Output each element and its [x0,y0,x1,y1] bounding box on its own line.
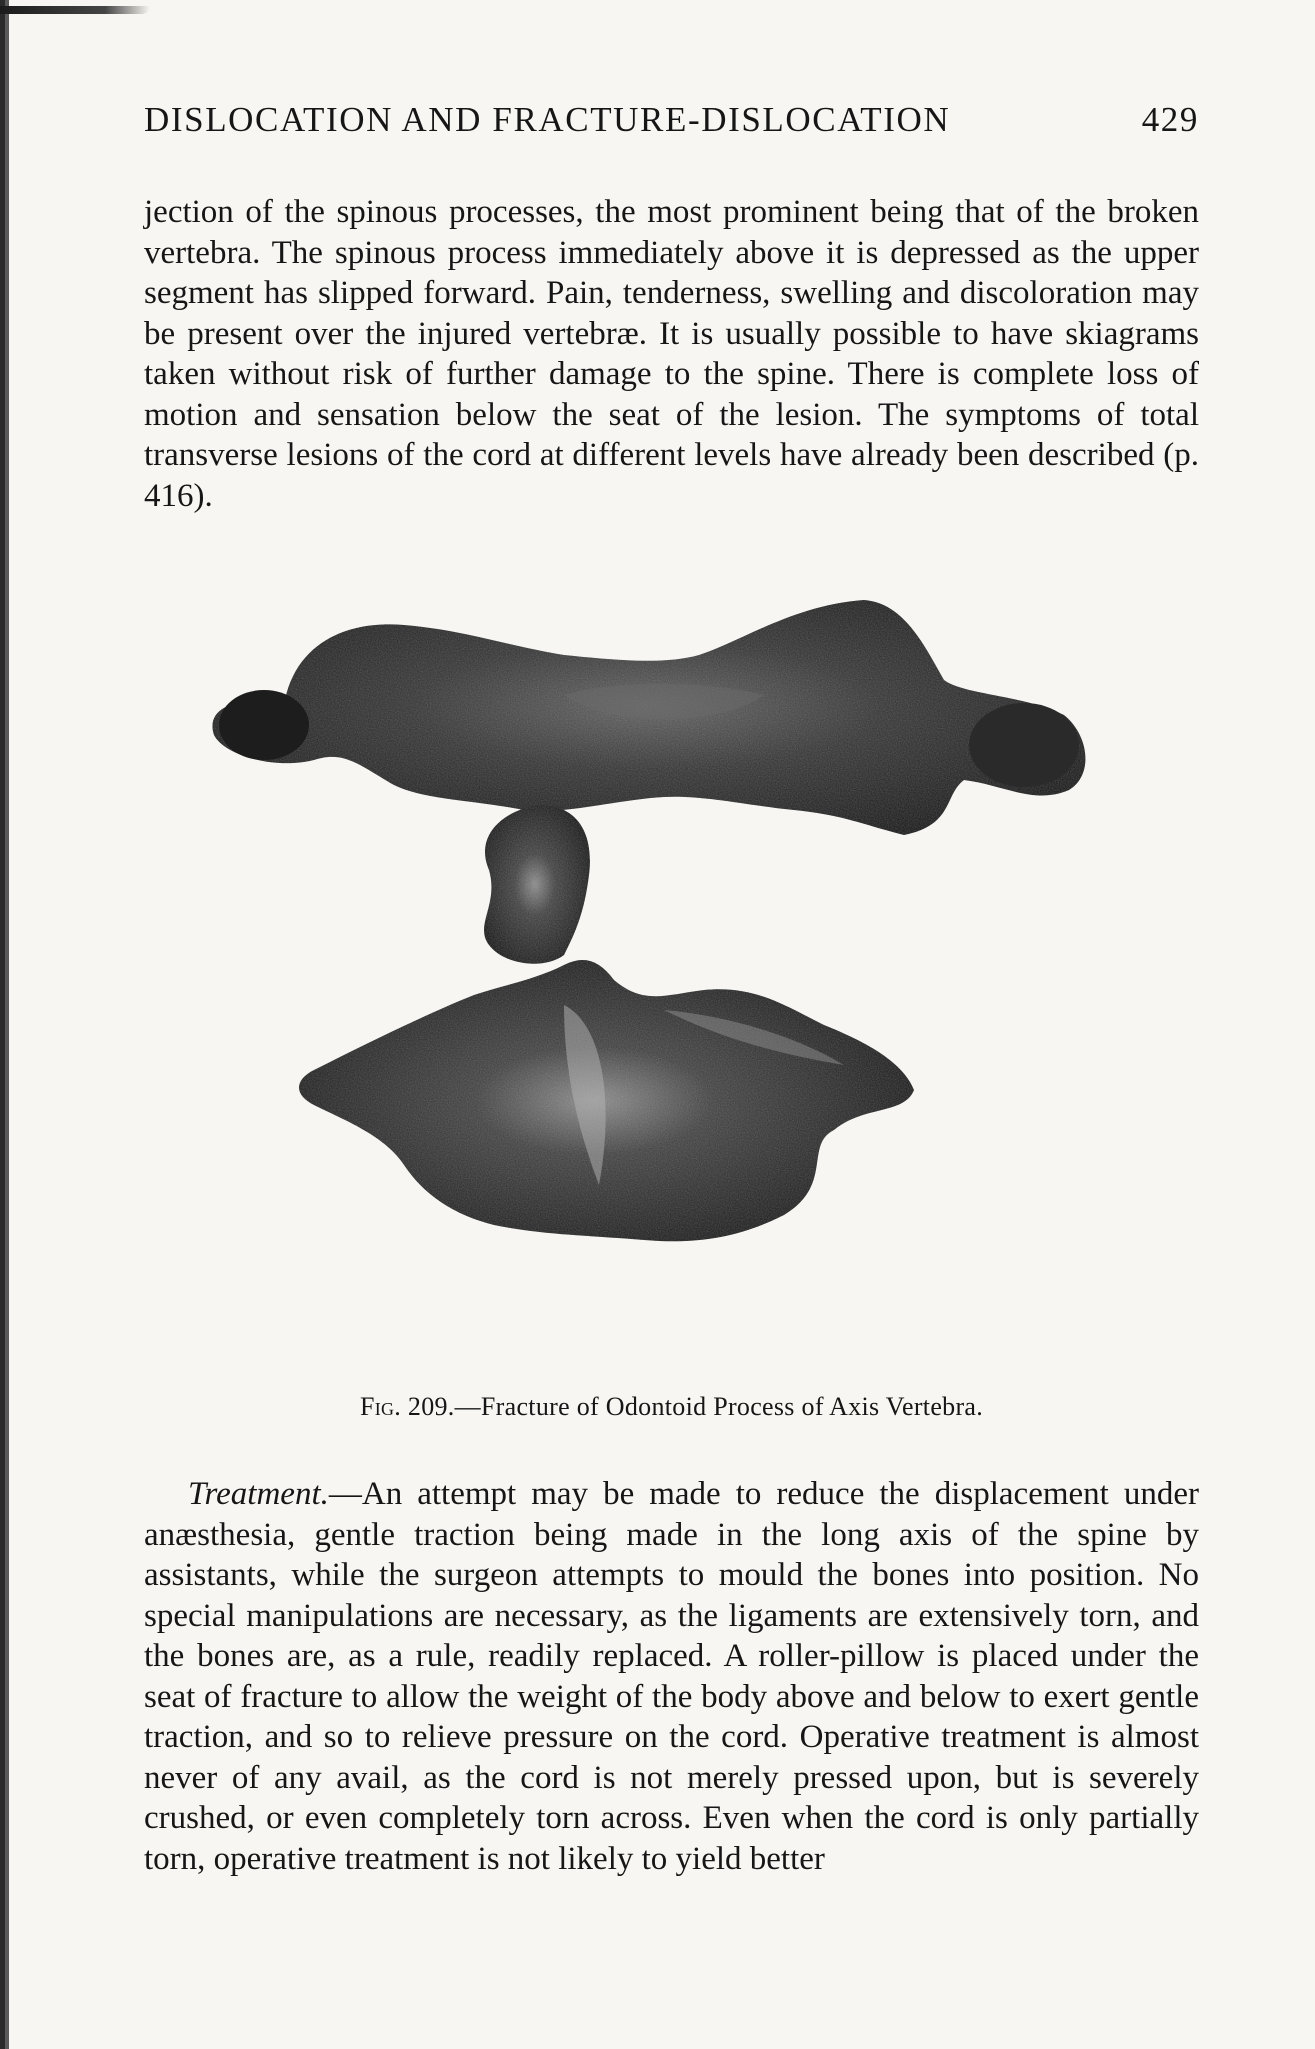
lower-vertebra-fragment [299,960,914,1241]
paragraph-treatment [144,1474,1199,1879]
upper-vertebra-fragment [212,600,1085,835]
odontoid-fragment [484,805,590,964]
figure-209 [144,585,1199,1385]
running-head-title: DISLOCATION AND FRACTURE-DISLOCATION [144,100,951,139]
treatment-heading: Treatment. [188,1476,329,1512]
page-binding-edge [0,0,14,2049]
page-corner-mark [0,6,150,14]
page-number: 429 [1141,100,1199,139]
vertebra-photograph [144,585,1199,1385]
figure-label: Fig. 209. [359,1392,455,1421]
figure-caption-text: —Fracture of Odontoid Process of Axis Vertebra. [454,1392,984,1421]
figure-caption [144,1392,1199,1422]
treatment-body: —An attempt may be made to reduce the displacement under anæsthesia, gentle traction being made in the long axis of the spine by assistants, while the surgeon attempts to mould the bones into position. No special manipulations are necessary, as the ligaments are extensively torn, and the bones are, as a rule, readily replaced. A roller-pillow is placed under the seat of fracture to allow the weight of the body above and below to exert gentle traction, and so to relieve pressure on the cord. Operative treatment is almost never of any avail, as the cord is not merely pressed upon, but is severely crushed, or even completely torn across. Even when the cord is only partially torn, operative treatment is not likely to yield better [144,1476,1199,1877]
paragraph-continued: jection of the spinous processes, the most prominent being that of the broken vertebra. The spinous process immediately above it is depressed as the upper segment has slipped forward. Pain, tenderness, swelling and discoloration may be present over the injured vertebræ. It is usually possible to have skiagrams taken without risk of further damage to the spine. There is complete loss of motion and sensation below the seat of the lesion. The symptoms of total transverse lesions of the cord at different levels have already been described (p. 416). [144,194,1199,514]
running-head [144,100,1199,140]
